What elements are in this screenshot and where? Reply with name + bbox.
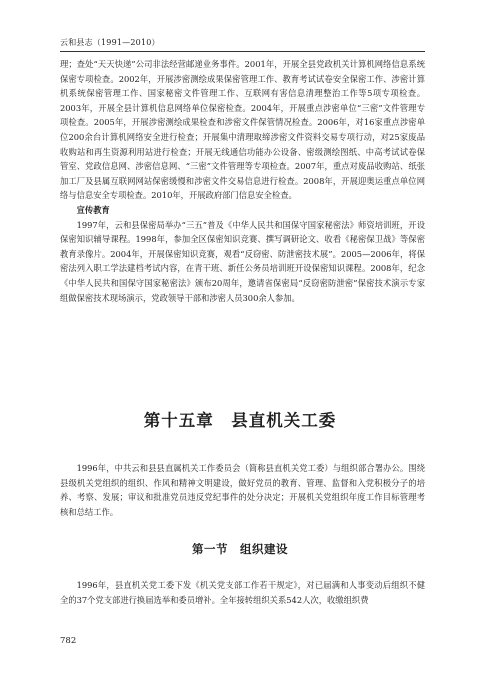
paragraph-inspections: 理；查处“天天快递”公司非法经营邮递业务事件。2001年，开展全县党政机关计算机网络信息系统保密专项检查。2002年，开展涉密测绘成果保密管理工作、教育考试试卷安全保密工作、涉密计算机系统保密管理工作、国家秘密文件管理工作、互联网有害信息清理整治工作等5项专项检查。2003年，开展全县计算机信息网络单位保密检查。2004年，开展重点涉密单位“三密”文件管理专项检查。2005年，开展涉密测绘成果检查和涉密文件保管情况检查。2006年，对16家重点涉密单位200余台计算机网络安全进行检查；开展集中清理取缔涉密文件资料交易专项行动，对25家废品收购站和再生资源利用站进行检查；开展无线通信功能办公设备、密级测绘图纸、中高考试试卷保管室、党政信息网、涉密信息网、“三密”文件管理等专项检查。2007年，重点对废品收购站、纸张加工厂及县属互联网网站保密缓慢和涉密文件交易信息进行检查。2008年，开展迎奥运重点单位网络与信息安全专项检查。2010年，开展政府部门信息安全检查。	[60, 59, 425, 201]
running-header: 云和县志（1991—2010）	[60, 38, 160, 47]
subheading-publicity-education: 宣传教育	[76, 204, 110, 215]
chapter-intro-block	[60, 461, 425, 519]
section-body-block	[60, 578, 425, 607]
top-text-block	[60, 57, 425, 305]
header-rule	[60, 51, 425, 52]
chapter-title: 第十五章 县直机关工委	[143, 411, 337, 430]
paragraph-publicity-education: 1997年，云和县保密局举办“三五”普及《中华人民共和国保守国家秘密法》师资培训班，开设保密知识辅导课程。1998年，参加全区保密知识竞赛、撰写调研论文、收看《秘密保卫战》等保密教育录像片。2004年，开展保密知识竞赛，观看“反窃密、防泄密技术展”。2005—2006年，将保密法列入职工学法建档考试内容，在青干班、新任公务员培训班开设保密知识课程。2008年，纪念《中华人民共和国保守国家秘密法》颁布20周年，邀请省保密局“反窃密防泄密”保密技术演示专家组做保密技术现场演示，党政领导干部和涉密人员300余人参加。	[60, 219, 425, 303]
paragraph-chapter-intro: 1996年，中共云和县县直属机关工作委员会（简称县直机关党工委）与组织部合署办公。围绕县级机关党组织的组织、作风和精神文明建设，做好党员的教育、管理、监督和入党积极分子的培养、考察、发展；审议和批准党员违反党纪事件的处分决定；开展机关党组织年度工作目标管理考核和总结工作。	[60, 463, 425, 517]
paragraph-organization: 1996年，县直机关党工委下发《机关党支部工作若干规定》，对已届满和人事变动后组织不健全的37个党支部进行换届选举和委员增补。全年接转组织关系542人次，收缴组织费	[60, 580, 425, 605]
page-number: 782	[60, 636, 77, 646]
section-title: 第一节 组织建设	[192, 542, 288, 556]
